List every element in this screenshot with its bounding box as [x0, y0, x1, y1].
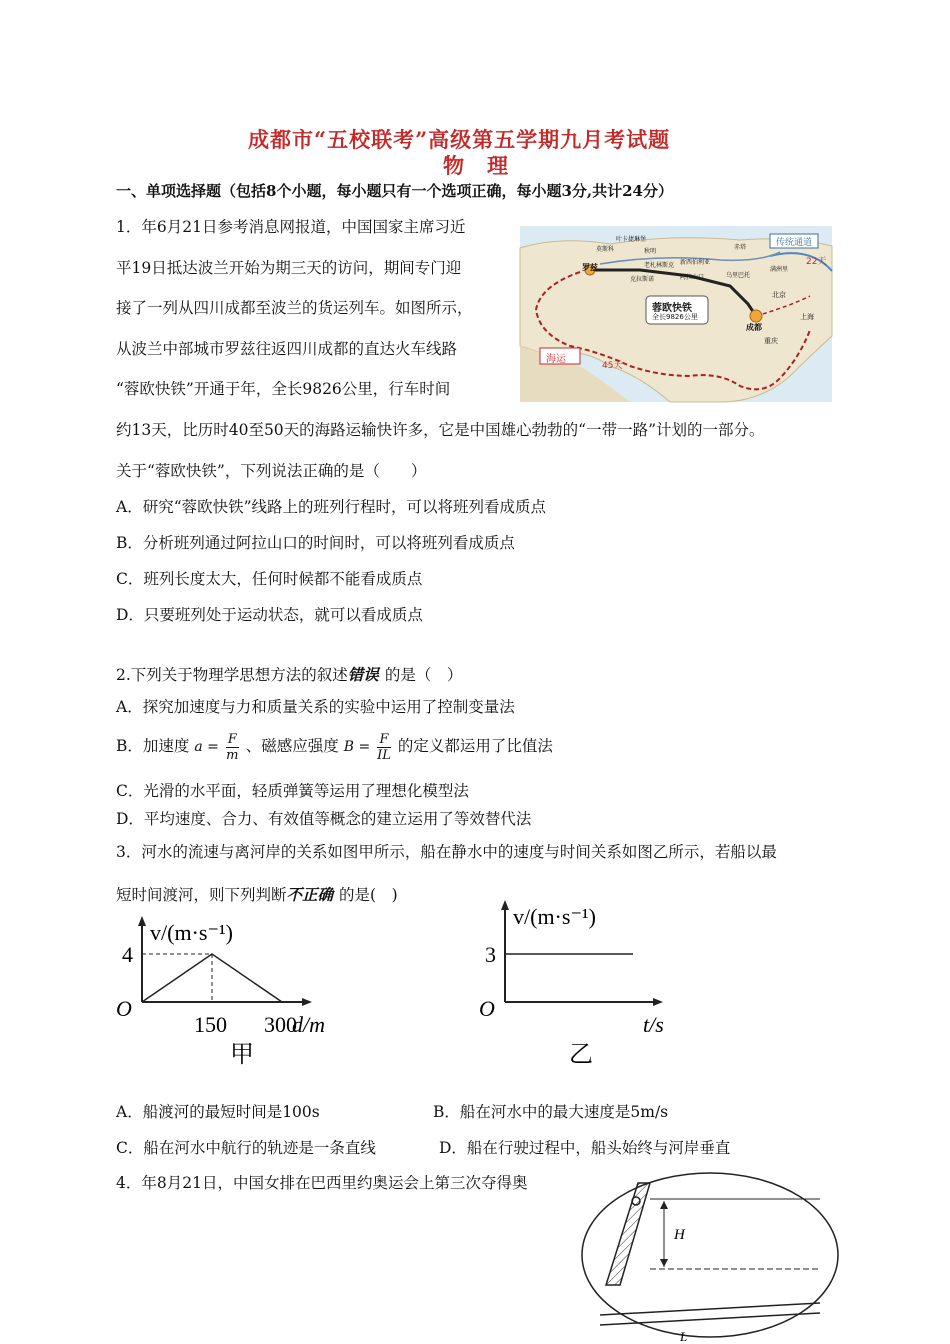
q3-line-2b: 的是( ): [339, 886, 398, 904]
page-title: 成都市“五校联考”高级第五学期九月考试题: [248, 127, 671, 152]
subject-title: 物 理: [443, 153, 509, 178]
q1-line-4: 从波兰中部城市罗兹往返四川成都的直达火车线路: [116, 340, 458, 358]
map-label-beijing: 北京: [772, 291, 786, 299]
y-axis-label: v/(m·s⁻¹): [150, 920, 233, 945]
q2-stem: [116, 663, 462, 685]
q4-line-1: 4．年8月21日，中国女排在巴西里约奥运会上第三次夺得奥: [116, 1174, 528, 1192]
q3-option-c: C．船在河水中航行的轨迹是一条直线: [116, 1139, 376, 1157]
x-tick-label: 300: [264, 1012, 297, 1037]
map-label-alashankou: 阿拉山口: [680, 274, 705, 281]
q2-option-b-part1: B．加速度: [116, 737, 190, 755]
q2-option-b-part2: 、磁感应强度: [245, 737, 339, 755]
q1-line-5: “蓉欧快铁”开通于年，全长9826公里，行车时间: [116, 380, 451, 398]
q2-option-d: D．平均速度、合力、有效值等概念的建立运用了等效替代法: [116, 810, 532, 828]
map-label-traditional: 传统通道: [776, 238, 813, 248]
y-axis-arrow: [501, 900, 509, 910]
map-label-city6: 老札林斯克: [644, 262, 675, 269]
section-heading: 一、单项选择题（包括8个小题，每小题只有一个选项正确，每小题3分,共计24分）: [116, 182, 673, 200]
map-label-city4: 叶卡捷琳堡: [616, 236, 647, 243]
formula-acceleration-lhs: a =: [194, 739, 219, 755]
q4-label-l: L: [680, 1329, 688, 1344]
q1-option-d: D．只要班列处于运动状态，就可以看成质点: [116, 606, 423, 624]
x-axis-arrow: [653, 998, 663, 1006]
x-tick-label: 150: [194, 1012, 227, 1037]
map-label-city3: 秋明: [644, 248, 657, 255]
formula-acceleration: [226, 732, 239, 763]
q1-line-2: 平19日抵达波兰开始为期三天的访问，期间专门迎: [116, 259, 462, 277]
q1-option-b: B．分析班列通过阿拉山口的时间时，可以将班列看成质点: [116, 534, 515, 552]
q2-option-c: C．光滑的水平面，轻质弹簧等运用了理想化模型法: [116, 782, 469, 800]
route-map: [520, 226, 832, 402]
y-axis-label: v/(m·s⁻¹): [513, 904, 596, 929]
map-label-railway: 蓉欧快铁: [652, 303, 692, 314]
chart-caption: 甲: [230, 1040, 254, 1068]
map-label-shanghai: 上海: [800, 313, 814, 321]
map-label-city5: 克拉斯诺: [630, 276, 655, 283]
formula-magnetic-lhs: B =: [343, 739, 371, 755]
x-axis-arrow: [302, 998, 312, 1006]
origin-label: O: [116, 996, 132, 1021]
formula-magnetic-den: IL: [377, 747, 391, 763]
y-tick-label: 4: [122, 942, 133, 967]
map-label-moscow: 莫斯科: [596, 246, 615, 253]
q2-option-b: [116, 730, 553, 763]
y-tick-label: 3: [485, 942, 496, 967]
q1-line-1: 1．年6月21日参考消息网报道，中国国家主席习近: [116, 218, 466, 236]
q1-line-3: 接了一列从四川成都至波兰的货运列车。如图所示，: [116, 299, 473, 317]
q3-option-d: D．船在行驶过程中，船头始终与河岸垂直: [439, 1139, 731, 1157]
q1-line-6: 约13天，比历时40至50天的海路运输快许多，它是中国雄心勃勃的“一带一路”计划的一部分。: [116, 421, 765, 439]
map-label-22days: 22天: [806, 257, 827, 267]
formula-acceleration-num: F: [227, 731, 237, 747]
x-axis-label: d/m: [292, 1012, 325, 1037]
q3-line-1: 3．河水的流速与离河岸的关系如图甲所示，船在静水中的速度与时间关系如图乙所示，若船以最: [116, 843, 777, 861]
q4-figure: [580, 1175, 840, 1344]
q2-stem-b: 的是（ ）: [384, 666, 463, 684]
map-label-city7: 乌里巴托: [726, 272, 751, 279]
chart-caption: 乙: [569, 1040, 593, 1068]
map-label-lodz: 罗兹: [582, 263, 598, 272]
q1-line-7: 关于“蓉欧快铁”，下列说法正确的是（ ）: [116, 462, 427, 480]
q2-option-a: A．探究加速度与力和质量关系的实验中运用了控制变量法: [116, 698, 515, 716]
q2-stem-emphasis: 错误: [347, 665, 379, 684]
q3-line-2a: 短时间渡河，则下列判断: [116, 886, 287, 904]
map-label-length: 全长9826公里: [652, 313, 698, 321]
q3-option-a: A．船渡河的最短时间是100s: [116, 1103, 320, 1121]
formula-magnetic: [377, 732, 391, 763]
map-label-city8: 满洲里: [770, 266, 789, 273]
q4-label-h: H: [674, 1227, 685, 1243]
origin-label: O: [479, 996, 495, 1021]
q2-option-b-part3: 的定义都运用了比值法: [397, 737, 553, 755]
map-label-chongqing: 重庆: [764, 337, 778, 345]
map-label-45days: 45天: [602, 361, 623, 371]
q1-option-c: C．班列长度太大，任何时候都不能看成质点: [116, 570, 423, 588]
map-label-chengdu: 成都: [746, 323, 762, 332]
chart-jia: [110, 918, 400, 1068]
q1-option-a: A．研究“蓉欧快铁”线路上的班列行程时，可以将班列看成质点: [116, 498, 547, 516]
map-label-city2: 赤塔: [734, 244, 747, 251]
y-axis-arrow: [138, 916, 146, 926]
chart-yi: [475, 904, 675, 1068]
q3-line-2: [116, 883, 398, 905]
formula-magnetic-num: F: [377, 732, 391, 748]
q2-stem-a: 2.下列关于物理学思想方法的叙述: [116, 666, 348, 684]
x-axis-label: t/s: [643, 1012, 664, 1037]
map-label-sea: 海运: [546, 354, 566, 365]
q3-option-b: B．船在河水中的最大速度是5m/s: [433, 1103, 669, 1121]
q3-emphasis: 不正确: [286, 885, 334, 904]
map-label-city1: 新西伯利亚: [680, 259, 711, 266]
formula-acceleration-den: m: [226, 747, 239, 763]
